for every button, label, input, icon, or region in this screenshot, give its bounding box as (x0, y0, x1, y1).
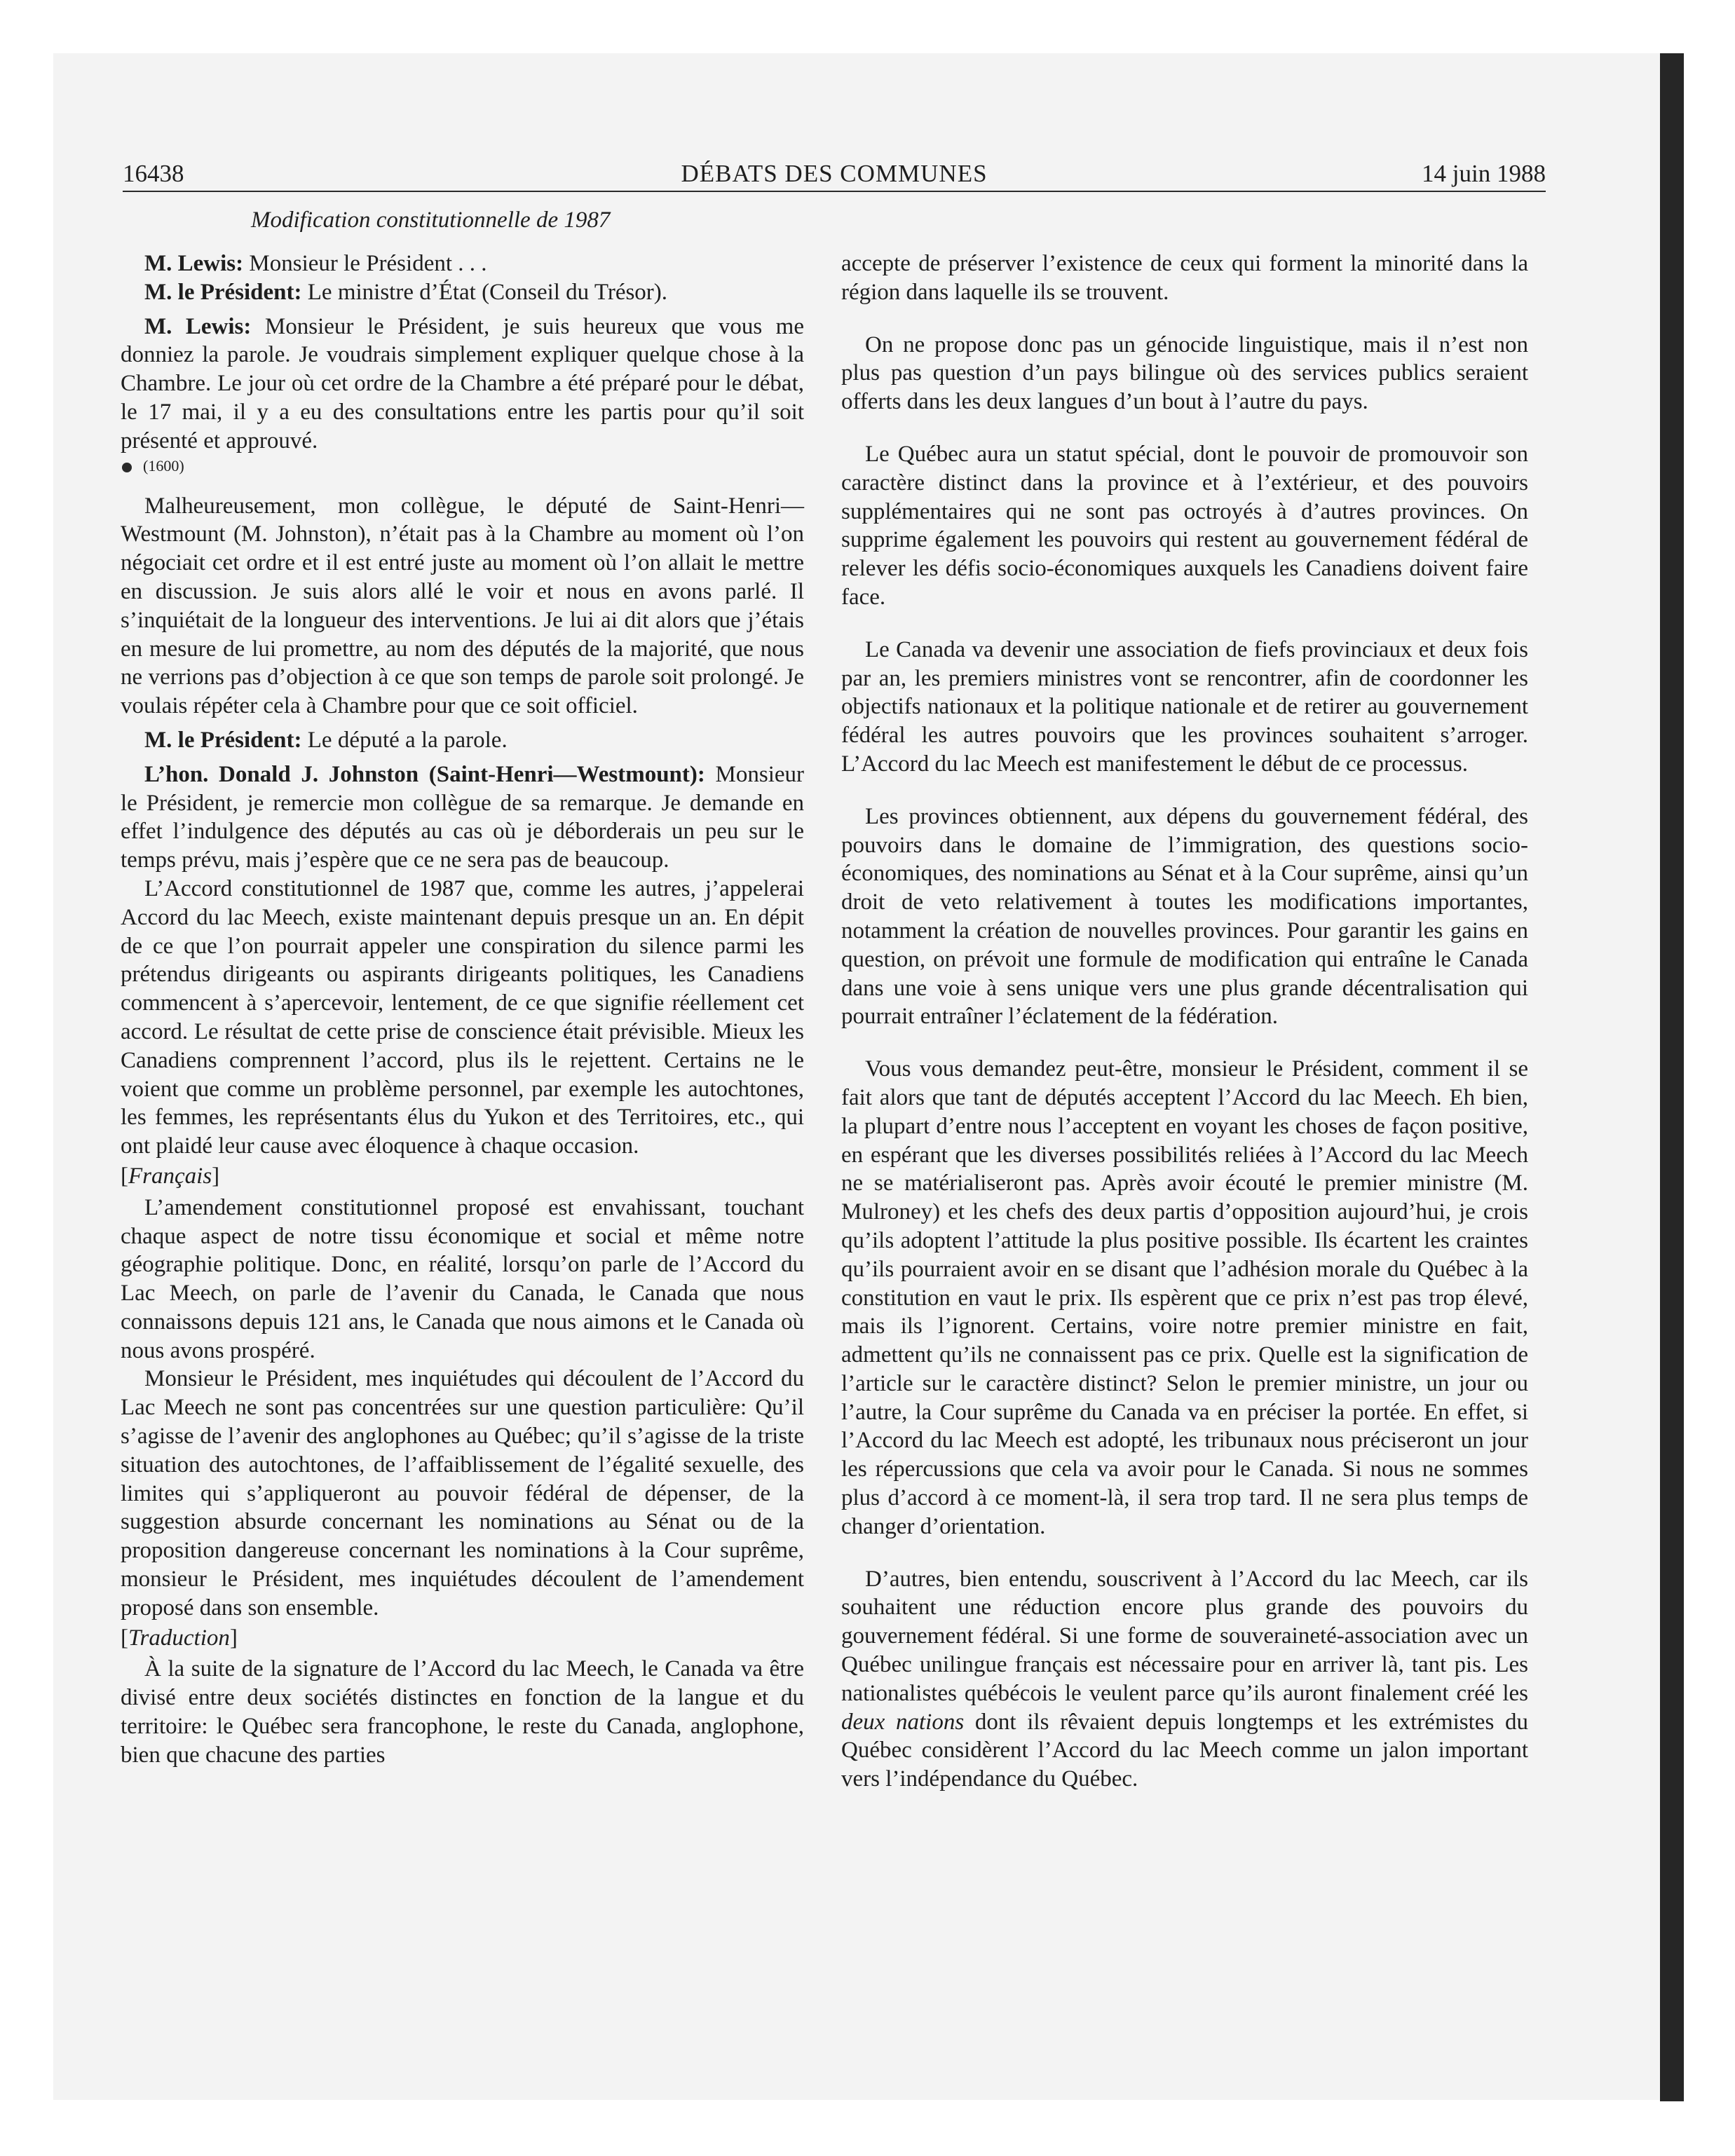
paragraph-text: dont ils rêvaient depuis longtemps et les extrémistes du Québec considèrent l’Accord du lac Meech comme un jalon important vers l’indépendance du Québec. (841, 1709, 1528, 1792)
emphasis-text: deux nations (841, 1709, 965, 1735)
paragraph (841, 1565, 1528, 1794)
paragraph: L’amendement constitutionnel proposé est envahissant, touchant chaque aspect de notre tissu économique et social et même notre géographie politique. Donc, en réalité, lorsqu’on parle de l’Accord du Lac Meech, on parle de l’avenir du Canada, le Canada que nous connaissons depuis 121 ans, le Canada que nous aimons et le Canada où nous avons prospéré. (121, 1194, 804, 1363)
page-header (123, 154, 1546, 192)
scan-edge-bar (1660, 53, 1684, 2101)
paragraph: Monsieur le Président, mes inquiétudes qui découlent de l’Accord du Lac Meech ne sont pas concentrées sur une question particulière: Qu’il s’agisse de l’avenir des anglophones au Québec; qu’il s’agisse de la triste situation des autochtones, de l’affaiblissement de l’égalité sexuelle, des limites qui s’appliqueront au pouvoir fédéral de dépenser, de la suggestion absurde concernant les nominations au Sénat ou de la proposition dangereuse concernant les nominations à la Cour suprême, monsieur le Président, mes inquiétudes découlent de l’amendement proposé dans son ensemble. (121, 1366, 804, 1621)
paragraph: Le Québec aura un statut spécial, dont le pouvoir de promouvoir son caractère distinct dans la province et à l’extérieur, et des pouvoirs supplémentaires qui ne sont pas octroyés à d’autres provinces. On supprime également les pouvoirs qui restent au gouvernement fédéral de relever les défis socio-économiques auxquels les Canadiens doivent faire face. (841, 441, 1528, 610)
paragraph: Vous vous demandez peut-être, monsieur le Président, comment il se fait alors que tant de députés acceptent l’Accord du lac Meech. Eh bien, la plupart d’entre nous l’acceptent en voyant les choses de façon positive, en espérant que les diverses possibilités reliées à l’Accord du lac Meech ne se matérialiseront pas. Après avoir écouté le premier ministre (M. Mulroney) et les chefs des deux partis d’opposition aujourd’hui, je crois qu’ils adoptent l’attitude la plus positive possible. Ils écartent les craintes qu’ils pourraient avoir en se disant que l’adhésion morale du Québec à la constitution en vaut le prix. Ils espèrent que ce prix n’est pas trop élevé, mais ils l’ignorent. Certains, voire notre premier ministre en fait, admettent qu’ils ne connaissent pas ce prix. Quelle est la signification de l’article sur le caractère distinct? Selon le premier ministre, un jour ou l’autre, la Cour suprême du Canada va en préciser la portée. En effet, si l’Accord du lac Meech est adopté, les tribunaux nous préciseront un jour les répercussions que cela va avoir pour le Canada. Si nous ne sommes plus d’accord à ce moment-là, il sera trop tard. Il ne sera plus temps de changer d’orientation. (841, 1056, 1528, 1539)
language-tag-text: Français (128, 1163, 212, 1189)
speaker-name: L’hon. Donald J. Johnston (Saint-Henri—Westmount): (144, 761, 705, 787)
speech-text: Le ministre d’État (Conseil du Trésor). (301, 279, 668, 305)
time-marker-text: (1600) (143, 456, 184, 475)
speech-text: Monsieur le Président, je suis heureux que vous me donniez la parole. Je voudrais simplement expliquer quelque chose à la Chambre. Le jour où cet ordre de la Chambre a été préparé pour le débat, le 17 mai, il y a eu des consultations entre les partis pour qu’il soit présenté et approuvé. (121, 313, 804, 453)
paragraph (121, 278, 804, 307)
paragraph: Malheureusement, mon collègue, le député de Saint-Henri—Westmount (M. Johnston), n’était pas à la Chambre au moment où l’on négociait cet ordre et il est entré juste au moment où l’on allait le mettre en discussion. Je suis alors allé le voir et nous en avons parlé. Il s’inquiétait de la longueur des interventions. Je lui ai dit alors que j’étais en mesure de lui promettre, au nom des députés de la majorité, que nous ne verrions pas d’objection à ce que son temps de parole soit prolongé. Je voulais répéter cela à Chambre pour que ce soit officiel. (121, 493, 804, 719)
language-tag: [Traduction] (121, 1625, 238, 1651)
speech-text: Le député a la parole. (301, 727, 508, 753)
speech-text: Monsieur le Président, je remercie mon collègue de sa remarque. Je demande en effet l’indulgence des députés au cas où je déborderais un peu sur le temps prévu, mais j’espère que ce ne sera pas de beaucoup. (121, 761, 804, 873)
paragraph: L’Accord constitutionnel de 1987 que, comme les autres, j’appelerai Accord du lac Meech, existe maintenant depuis presque un an. En dépit de ce que l’on pourrait appeler une conspiration du silence parmi les prétendus dirigeants ou aspirants dirigeants politiques, les Canadiens commencent à s’apercevoir, lentement, de ce que signifie réellement cet accord. Le résultat de cette prise de conscience était prévisible. Mieux les Canadiens comprennent l’accord, plus ils le rejettent. Certains ne le voient que comme un problème personnel, par exemple les autochtones, les femmes, les représentants élus du Yukon et des Territoires, etc., qui ont plaidé leur cause avec éloquence à chaque occasion. (121, 875, 804, 1159)
publication-title: DÉBATS DES COMMUNES (681, 160, 988, 187)
speaker-name: M. le Président: (144, 279, 302, 305)
page-date: 14 juin 1988 (1422, 160, 1546, 187)
time-marker (122, 456, 804, 477)
page-number: 16438 (123, 160, 184, 187)
bullet-icon (122, 463, 132, 472)
speaker-name: M. Lewis: (144, 251, 244, 276)
paragraph: Le Canada va devenir une association de fiefs provinciaux et deux fois par an, les premiers ministres vont se rencontrer, afin de coordonner les objectifs nationaux et la politique nationale et de retirer au gouvernement fédéral les autres pouvoirs que les provinces souhaitent s’arroger. L’Accord du lac Meech est manifestement le début de ce processus. (841, 636, 1528, 777)
paragraph (121, 726, 804, 755)
paragraph: accepte de préserver l’existence de ceux qui forment la minorité dans la région dans laquelle ils se trouvent. (841, 251, 1528, 305)
paragraph: On ne propose donc pas un génocide linguistique, mais il n’est non plus pas question d’un pays bilingue où des services publics seraient offerts dans les deux langues d’un bout à l’autre du pays. (841, 332, 1528, 415)
paragraph-text: D’autres, bien entendu, souscrivent à l’Accord du lac Meech, car ils souhaitent une réduction encore plus grande des pouvoirs du gouvernement fédéral. Si une forme de souveraineté-association avec un Québec unilingue français est nécessaire pour en arriver là, tant pis. Les nationalistes québécois le veulent parce qu’ils auront finalement créé les (841, 1566, 1528, 1706)
paragraph (121, 760, 804, 875)
left-column (121, 250, 804, 1770)
speaker-name: M. Lewis: (144, 313, 252, 339)
paragraph (121, 313, 804, 456)
speech-text: Monsieur le Président . . . (243, 251, 487, 276)
paragraph: À la suite de la signature de l’Accord du lac Meech, le Canada va être divisé entre deux sociétés distinctes en fonction de la langue et du territoire: le Québec sera francophone, le reste du Canada, anglophone, bien que chacune des parties (121, 1656, 804, 1768)
speaker-name: M. le Président: (144, 727, 302, 753)
language-tag: [Français] (121, 1163, 220, 1189)
paragraph: Les provinces obtiennent, aux dépens du gouvernement fédéral, des pouvoirs dans le domaine de l’immigration, des questions socio-économiques, des nominations au Sénat et à la Cour suprême, ainsi qu’un droit de veto relativement à toutes les modifications importantes, notamment la création de nouvelles provinces. Pour garantir les gains en question, on prévoit une formule de modification qui entraîne le Canada dans une voie à sens unique vers une plus grande décentralisation qui pourrait entraîner l’éclatement de la fédération. (841, 803, 1528, 1030)
paragraph (121, 250, 804, 278)
language-tag-text: Traduction (128, 1625, 230, 1651)
section-title: Modification constitutionnelle de 1987 (251, 207, 611, 233)
right-column (841, 250, 1528, 1817)
